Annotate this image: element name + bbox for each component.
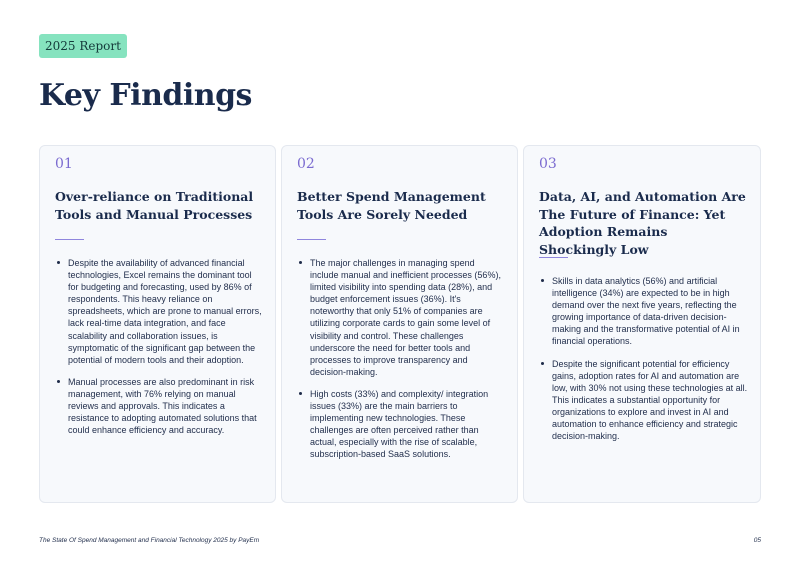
card-title: Better Spend Management Tools Are Sorely Needed (297, 189, 486, 222)
bullet-item: High costs (33%) and complexity/ integration issues (33%) are the main barriers to implementing new technologies. These challenges are often perceived rather than actual, especially with the rise of scalable, subscription-based SaaS solutions. (297, 388, 505, 461)
finding-card-1 (39, 145, 276, 503)
card-bullet-list (539, 275, 748, 452)
card-title: Over-reliance on Traditional Tools and Manual Processes (55, 189, 254, 222)
card-bullet-list (297, 257, 505, 471)
page-number: 05 (753, 537, 761, 544)
card-bullet-list (55, 257, 263, 446)
card-number: 02 (297, 156, 315, 172)
card-title: Data, AI, and Automation Are The Future of Finance: Yet Adoption Remains Shockingly Low (539, 189, 746, 257)
card-number: 01 (55, 156, 73, 172)
finding-card-2 (281, 145, 518, 503)
card-divider (297, 239, 326, 240)
page-title: Key Findings (39, 78, 252, 113)
bullet-item: Despite the significant potential for efficiency gains, adoption rates for AI and automation are low, with 30% not using these technologies at all. This indicates a substantial opportunity for organizations to explore and invest in AI and automation to enhance efficiency and strategic decision-making. (539, 358, 748, 443)
bullet-item: Skills in data analytics (56%) and artificial intelligence (34%) are expected to be in high demand over the next five years, reflecting the growing importance of data-driven decision-making and the transformative potential of AI in financial operations. (539, 275, 748, 348)
bullet-item: Despite the availability of advanced financial technologies, Excel remains the dominant tool for budgeting and forecasting, used by 86% of respondents. This heavy reliance on spreadsheets, which are prone to manual errors, lack real-time data integration, and face scalability and collaboration issues, is symptomatic of the significant gap between the potential of modern tools and their adoption. (55, 257, 263, 366)
card-divider (55, 239, 84, 240)
finding-card-3 (523, 145, 761, 503)
bullet-item: Manual processes are also predominant in risk management, with 76% relying on manual reviews and approvals. This indicates a resistance to adopting automated solutions that could enhance efficiency and accuracy. (55, 376, 263, 436)
card-number: 03 (539, 156, 557, 172)
footer-text: The State Of Spend Management and Financial Technology 2025 by PayEm (39, 537, 260, 544)
report-badge: 2025 Report (39, 34, 127, 58)
bullet-item: The major challenges in managing spend include manual and inefficient processes (56%), limited visibility into spending data (28%), and budget enforcement issues (36%). It's noteworthy that only 51% of companies are utilizing corporate cards to gain some level of visibility and control. These challenges underscore the need for better tools and processes to improve transparency and decision-making. (297, 257, 505, 378)
card-divider (539, 257, 568, 258)
